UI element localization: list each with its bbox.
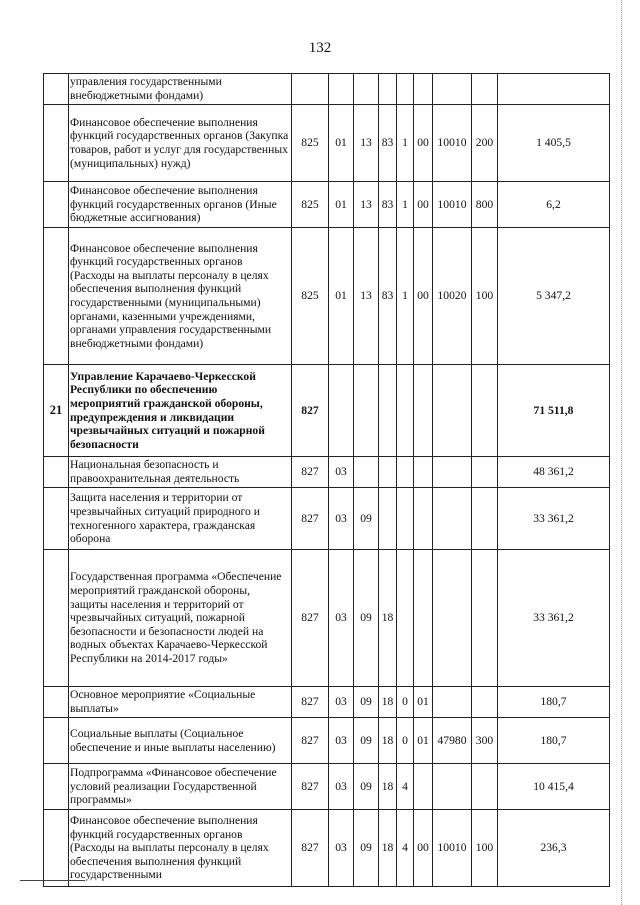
program-code-cell: [379, 488, 397, 550]
subprogram-code-cell: 1: [397, 105, 414, 182]
program-code-cell: [379, 365, 397, 457]
footer-rule: [20, 880, 85, 881]
table-row: [44, 764, 610, 810]
subsection-code-cell: 13: [354, 105, 379, 182]
amount-cell: 6,2: [498, 182, 610, 228]
row-number-cell: [44, 457, 69, 488]
direction-code-cell: [414, 365, 433, 457]
program-code-cell: 18: [379, 687, 397, 718]
budget-table: [43, 73, 610, 887]
section-code-cell: 01: [329, 182, 354, 228]
table-row: [44, 228, 610, 365]
amount-cell: 33 361,2: [498, 488, 610, 550]
expense-code-cell: [433, 687, 472, 718]
program-code-cell: 18: [379, 550, 397, 687]
expense-code-cell: [433, 365, 472, 457]
expense-code-cell: 10010: [433, 182, 472, 228]
expense-type-cell: [472, 457, 498, 488]
subsection-code-cell: 13: [354, 228, 379, 365]
ministry-code-cell: 827: [292, 457, 329, 488]
subsection-code-cell: 09: [354, 718, 379, 764]
direction-code-cell: [414, 457, 433, 488]
program-code-cell: 18: [379, 764, 397, 810]
amount-cell: 180,7: [498, 718, 610, 764]
description-cell: Национальная безопасность и правоохранительная деятельность: [69, 457, 292, 488]
table-row: [44, 105, 610, 182]
amount-cell: 48 361,2: [498, 457, 610, 488]
margin-line: [621, 0, 622, 905]
row-number-cell: [44, 718, 69, 764]
expense-type-cell: [472, 550, 498, 687]
section-code-cell: 03: [329, 488, 354, 550]
subprogram-code-cell: 0: [397, 687, 414, 718]
subsection-code-cell: 09: [354, 764, 379, 810]
direction-code-cell: 00: [414, 182, 433, 228]
program-code-cell: [379, 457, 397, 488]
expense-code-cell: 10010: [433, 810, 472, 887]
subprogram-code-cell: [397, 365, 414, 457]
subsection-code-cell: 09: [354, 810, 379, 887]
direction-code-cell: [414, 74, 433, 105]
description-cell: Подпрограмма «Финансовое обеспечение условий реализации Государственной программы»: [69, 764, 292, 810]
expense-type-cell: 100: [472, 810, 498, 887]
ministry-code-cell: 827: [292, 365, 329, 457]
description-cell: Основное мероприятие «Социальные выплаты»: [69, 687, 292, 718]
section-code-cell: 01: [329, 228, 354, 365]
subprogram-code-cell: 0: [397, 718, 414, 764]
description-cell: Финансовое обеспечение выполнения функций государственных органов (Расходы на выплаты персоналу в целях обеспечения выполнения функций государственными: [69, 810, 292, 887]
ministry-code-cell: 825: [292, 105, 329, 182]
expense-type-cell: 200: [472, 105, 498, 182]
amount-cell: 33 361,2: [498, 550, 610, 687]
amount-cell: 71 511,8: [498, 365, 610, 457]
row-number-cell: [44, 182, 69, 228]
table-row: [44, 457, 610, 488]
row-number-cell: [44, 228, 69, 365]
ministry-code-cell: 825: [292, 228, 329, 365]
table-row: [44, 810, 610, 887]
expense-code-cell: 10020: [433, 228, 472, 365]
description-cell: Государственная программа «Обеспечение мероприятий гражданской обороны, защиты населения и территорий от чрезвычайных ситуаций, пожарной безопасности и безопасности людей на водных объектах Карачаево-Черкесской Республики на 2014-2017 годы»: [69, 550, 292, 687]
ministry-code-cell: 827: [292, 764, 329, 810]
section-code-cell: 03: [329, 764, 354, 810]
direction-code-cell: 00: [414, 105, 433, 182]
ministry-code-cell: 827: [292, 550, 329, 687]
subsection-code-cell: 09: [354, 550, 379, 687]
subsection-code-cell: [354, 457, 379, 488]
description-cell: управления государственными внебюджетными фондами): [69, 74, 292, 105]
amount-cell: 180,7: [498, 687, 610, 718]
subprogram-code-cell: 1: [397, 228, 414, 365]
row-number-cell: [44, 105, 69, 182]
expense-code-cell: [433, 550, 472, 687]
expense-type-cell: [472, 488, 498, 550]
direction-code-cell: 01: [414, 687, 433, 718]
description-cell: Финансовое обеспечение выполнения функций государственных органов (Расходы на выплаты персоналу в целях обеспечения выполнения функций государственными (муниципальными) органами, казенными учреждениями, органами управления государственными внебюджетными фондами): [69, 228, 292, 365]
table-row: [44, 718, 610, 764]
direction-code-cell: [414, 764, 433, 810]
table-row: [44, 74, 610, 105]
amount-cell: 5 347,2: [498, 228, 610, 365]
table-row: [44, 182, 610, 228]
subprogram-code-cell: [397, 488, 414, 550]
description-cell: Управление Карачаево-Черкесской Республики по обеспечению мероприятий гражданской обороны, предупреждения и ликвидации чрезвычайных ситуаций и пожарной безопасности: [69, 365, 292, 457]
table-row: [44, 550, 610, 687]
section-code-cell: 01: [329, 105, 354, 182]
row-number-cell: [44, 74, 69, 105]
subsection-code-cell: 09: [354, 488, 379, 550]
program-code-cell: 83: [379, 228, 397, 365]
subprogram-code-cell: 4: [397, 764, 414, 810]
description-cell: Защита населения и территории от чрезвычайных ситуаций природного и техногенного характера, гражданская оборона: [69, 488, 292, 550]
table-body: [44, 74, 610, 887]
program-code-cell: 18: [379, 718, 397, 764]
program-code-cell: 83: [379, 182, 397, 228]
ministry-code-cell: 825: [292, 182, 329, 228]
expense-type-cell: [472, 764, 498, 810]
section-code-cell: 03: [329, 718, 354, 764]
subprogram-code-cell: [397, 457, 414, 488]
expense-code-cell: [433, 488, 472, 550]
ministry-code-cell: 827: [292, 718, 329, 764]
expense-type-cell: 300: [472, 718, 498, 764]
section-code-cell: [329, 74, 354, 105]
expense-code-cell: 47980: [433, 718, 472, 764]
amount-cell: 236,3: [498, 810, 610, 887]
expense-code-cell: [433, 74, 472, 105]
ministry-code-cell: [292, 74, 329, 105]
expense-code-cell: [433, 764, 472, 810]
expense-type-cell: [472, 74, 498, 105]
section-code-cell: 03: [329, 687, 354, 718]
amount-cell: 10 415,4: [498, 764, 610, 810]
program-code-cell: 18: [379, 810, 397, 887]
ministry-code-cell: 827: [292, 687, 329, 718]
expense-code-cell: 10010: [433, 105, 472, 182]
subprogram-code-cell: [397, 550, 414, 687]
program-code-cell: 83: [379, 105, 397, 182]
row-number-cell: [44, 687, 69, 718]
description-cell: Финансовое обеспечение выполнения функций государственных органов (Иные бюджетные ассигнования): [69, 182, 292, 228]
subsection-code-cell: 09: [354, 687, 379, 718]
subprogram-code-cell: 4: [397, 810, 414, 887]
table-row: [44, 687, 610, 718]
subsection-code-cell: [354, 74, 379, 105]
expense-type-cell: [472, 687, 498, 718]
direction-code-cell: [414, 550, 433, 687]
subsection-code-cell: 13: [354, 182, 379, 228]
subprogram-code-cell: 1: [397, 182, 414, 228]
row-number-cell: 21: [44, 365, 69, 457]
table-row: [44, 365, 610, 457]
subprogram-code-cell: [397, 74, 414, 105]
ministry-code-cell: 827: [292, 488, 329, 550]
ministry-code-cell: 827: [292, 810, 329, 887]
amount-cell: [498, 74, 610, 105]
description-cell: Финансовое обеспечение выполнения функций государственных органов (Закупка товаров, работ и услуг для государственных (муниципальных) нужд): [69, 105, 292, 182]
direction-code-cell: 01: [414, 718, 433, 764]
amount-cell: 1 405,5: [498, 105, 610, 182]
direction-code-cell: 00: [414, 810, 433, 887]
description-cell: Социальные выплаты (Социальное обеспечение и иные выплаты населению): [69, 718, 292, 764]
subsection-code-cell: [354, 365, 379, 457]
expense-type-cell: [472, 365, 498, 457]
section-code-cell: 03: [329, 810, 354, 887]
row-number-cell: [44, 810, 69, 887]
row-number-cell: [44, 764, 69, 810]
expense-type-cell: 100: [472, 228, 498, 365]
section-code-cell: 03: [329, 457, 354, 488]
row-number-cell: [44, 550, 69, 687]
table-row: [44, 488, 610, 550]
expense-type-cell: 800: [472, 182, 498, 228]
row-number-cell: [44, 488, 69, 550]
page-number: 132: [308, 40, 332, 56]
expense-code-cell: [433, 457, 472, 488]
section-code-cell: 03: [329, 550, 354, 687]
direction-code-cell: [414, 488, 433, 550]
program-code-cell: [379, 74, 397, 105]
direction-code-cell: 00: [414, 228, 433, 365]
section-code-cell: [329, 365, 354, 457]
